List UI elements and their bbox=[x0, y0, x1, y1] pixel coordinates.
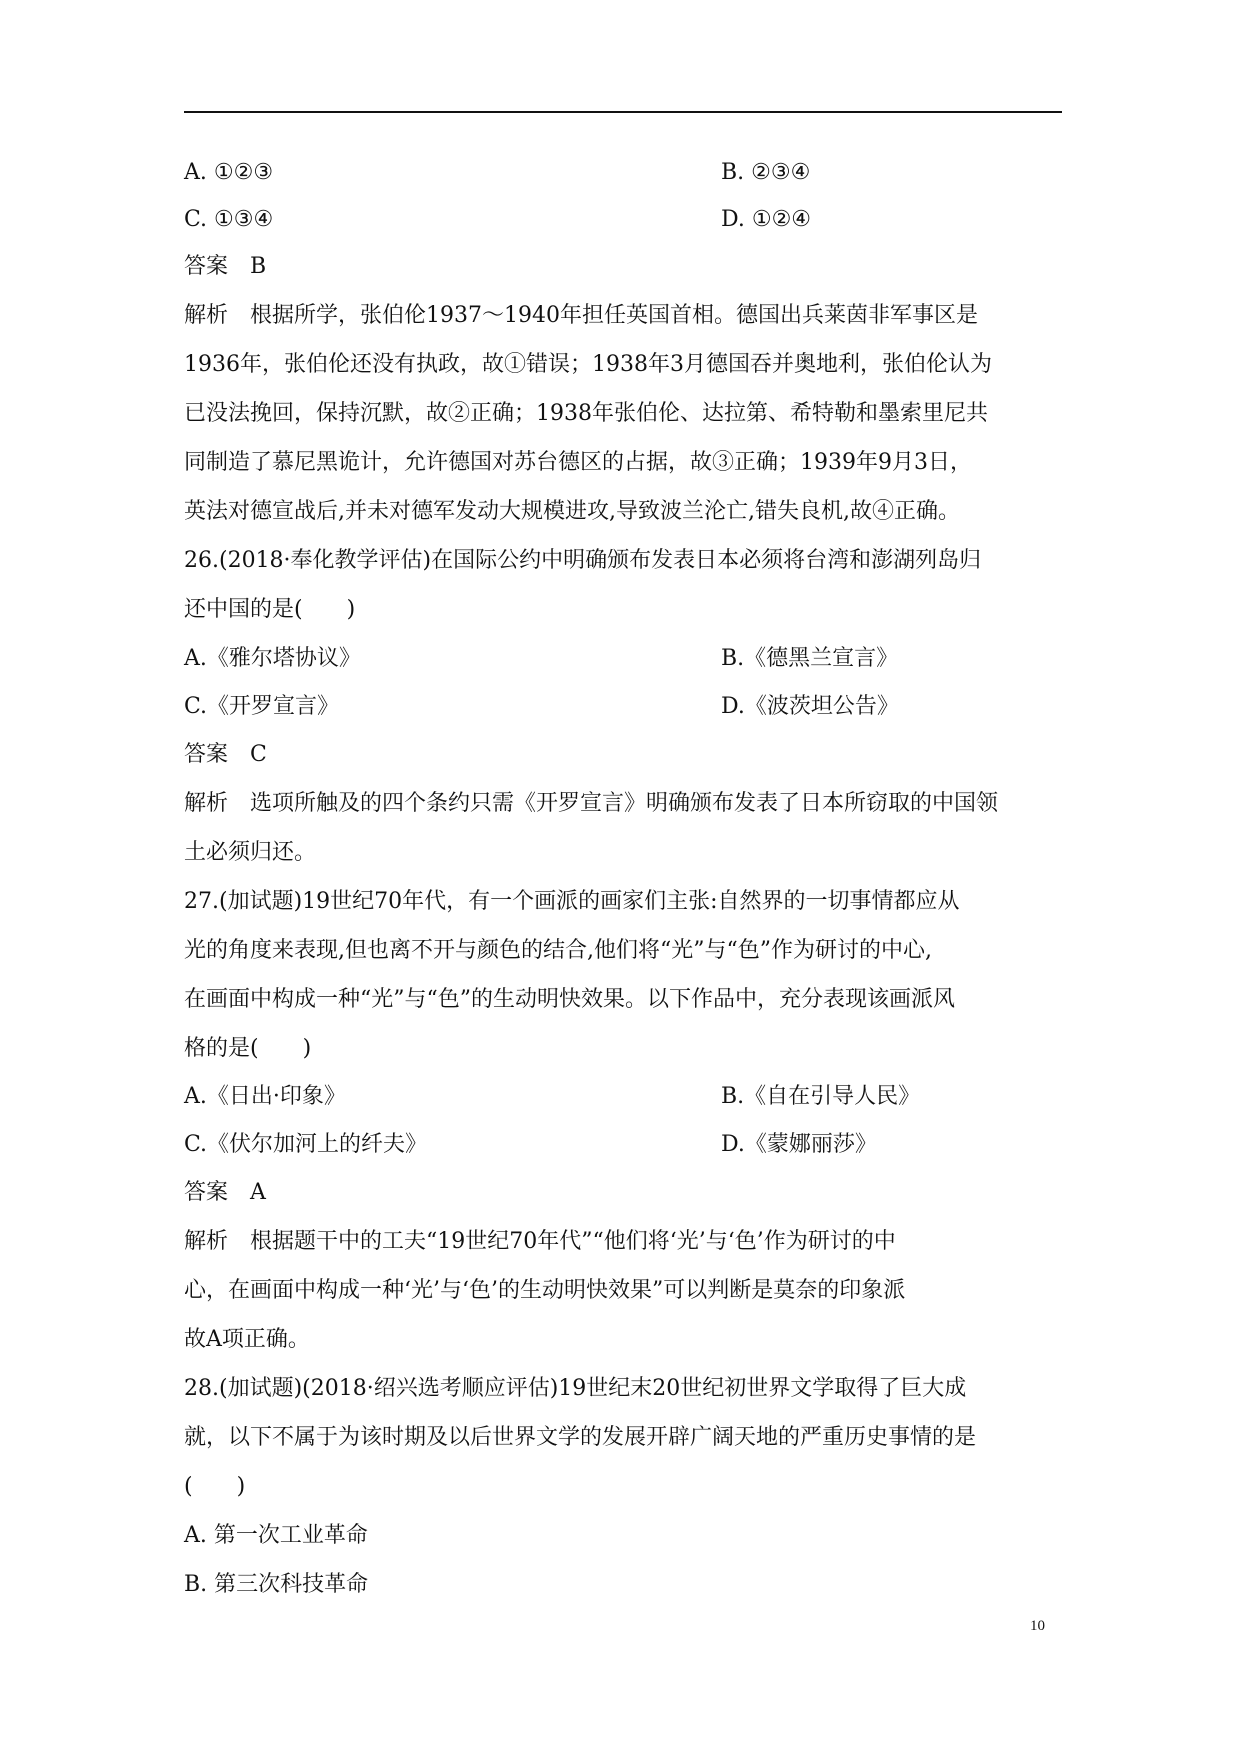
answer: 答案 A bbox=[184, 1180, 266, 1205]
option-b: B. ②③④ bbox=[721, 160, 811, 185]
option-d: D. ①②④ bbox=[721, 207, 812, 232]
question-stem: 27.(加试题)19世纪70年代，有一个画派的画家们主张:自然界的一切事情都应从 bbox=[184, 889, 960, 914]
option-c: C.《伏尔加河上的纤夫》 bbox=[184, 1132, 428, 1157]
analysis-line: 故A项正确。 bbox=[184, 1327, 310, 1352]
analysis-line: 1936年，张伯伦还没有执政，故①错误；1938年3月德国吞并奥地利，张伯伦认为 bbox=[184, 352, 992, 377]
option-b: B.《自在引导人民》 bbox=[721, 1084, 921, 1109]
analysis-line: 已没法挽回，保持沉默，故②正确；1938年张伯伦、达拉第、希特勒和墨索里尼共 bbox=[184, 401, 988, 426]
question-stem: 光的角度来表现,但也离不开与颜色的结合,他们将“光”与“色”作为研讨的中心, bbox=[184, 938, 932, 963]
page-number: 10 bbox=[1030, 1618, 1045, 1634]
option-d: D.《蒙娜丽莎》 bbox=[721, 1132, 877, 1157]
answer: 答案 B bbox=[184, 254, 267, 279]
options-row bbox=[184, 158, 811, 188]
analysis-line: 同制造了慕尼黑诡计，允许德国对苏台德区的占据，故③正确；1939年9月3日， bbox=[184, 450, 972, 475]
header-rule bbox=[184, 111, 1062, 113]
question-stem: 还中国的是( ) bbox=[184, 597, 356, 622]
option-c: C. ①③④ bbox=[184, 207, 274, 232]
analysis-line: 英法对德宣战后,并未对德军发动大规模进攻,导致波兰沦亡,错失良机,故④正确。 bbox=[184, 499, 960, 524]
options-row bbox=[184, 692, 899, 722]
analysis-line: 土必须归还。 bbox=[184, 840, 317, 865]
option-a: A. ①②③ bbox=[184, 160, 274, 185]
question-stem: 就，以下不属于为该时期及以后世界文学的发展开辟广阔天地的严重历史事情的是 bbox=[184, 1425, 977, 1450]
question-stem: 26.(2018·奉化教学评估)在国际公约中明确颁布发表日本必须将台湾和澎湖列岛归 bbox=[184, 548, 982, 573]
option-a: A. 第一次工业革命 bbox=[184, 1523, 368, 1548]
analysis-line: 解析 选项所触及的四个条约只需《开罗宣言》明确颁布发表了日本所窃取的中国领 bbox=[184, 791, 999, 816]
analysis-line: 解析 根据所学，张伯伦1937～1940年担任英国首相。德国出兵莱茵非军事区是 bbox=[184, 303, 978, 328]
question-stem: ( ) bbox=[184, 1474, 246, 1499]
options-row bbox=[184, 1082, 921, 1112]
option-a: A.《雅尔塔协议》 bbox=[184, 646, 361, 671]
option-b: B. 第三次科技革命 bbox=[184, 1572, 369, 1597]
options-row bbox=[184, 205, 812, 235]
option-a: A.《日出·印象》 bbox=[184, 1084, 346, 1109]
question-stem: 在画面中构成一种“光”与“色”的生动明快效果。以下作品中，充分表现该画派风 bbox=[184, 987, 955, 1012]
options-row bbox=[184, 1130, 877, 1160]
analysis-line: 解析 根据题干中的工夫“19世纪70年代”“他们将‘光’与‘色’作为研讨的中 bbox=[184, 1229, 896, 1254]
option-c: C.《开罗宣言》 bbox=[184, 694, 340, 719]
analysis-line: 心，在画面中构成一种‘光’与‘色’的生动明快效果”可以判断是莫奈的印象派 bbox=[184, 1278, 906, 1303]
answer: 答案 C bbox=[184, 742, 267, 767]
question-stem: 格的是( ) bbox=[184, 1036, 312, 1061]
options-row bbox=[184, 644, 899, 674]
question-stem: 28.(加试题)(2018·绍兴选考顺应评估)19世纪末20世纪初世界文学取得了巨大成 bbox=[184, 1376, 967, 1401]
option-d: D.《波茨坦公告》 bbox=[721, 694, 899, 719]
option-b: B.《德黑兰宣言》 bbox=[721, 646, 899, 671]
